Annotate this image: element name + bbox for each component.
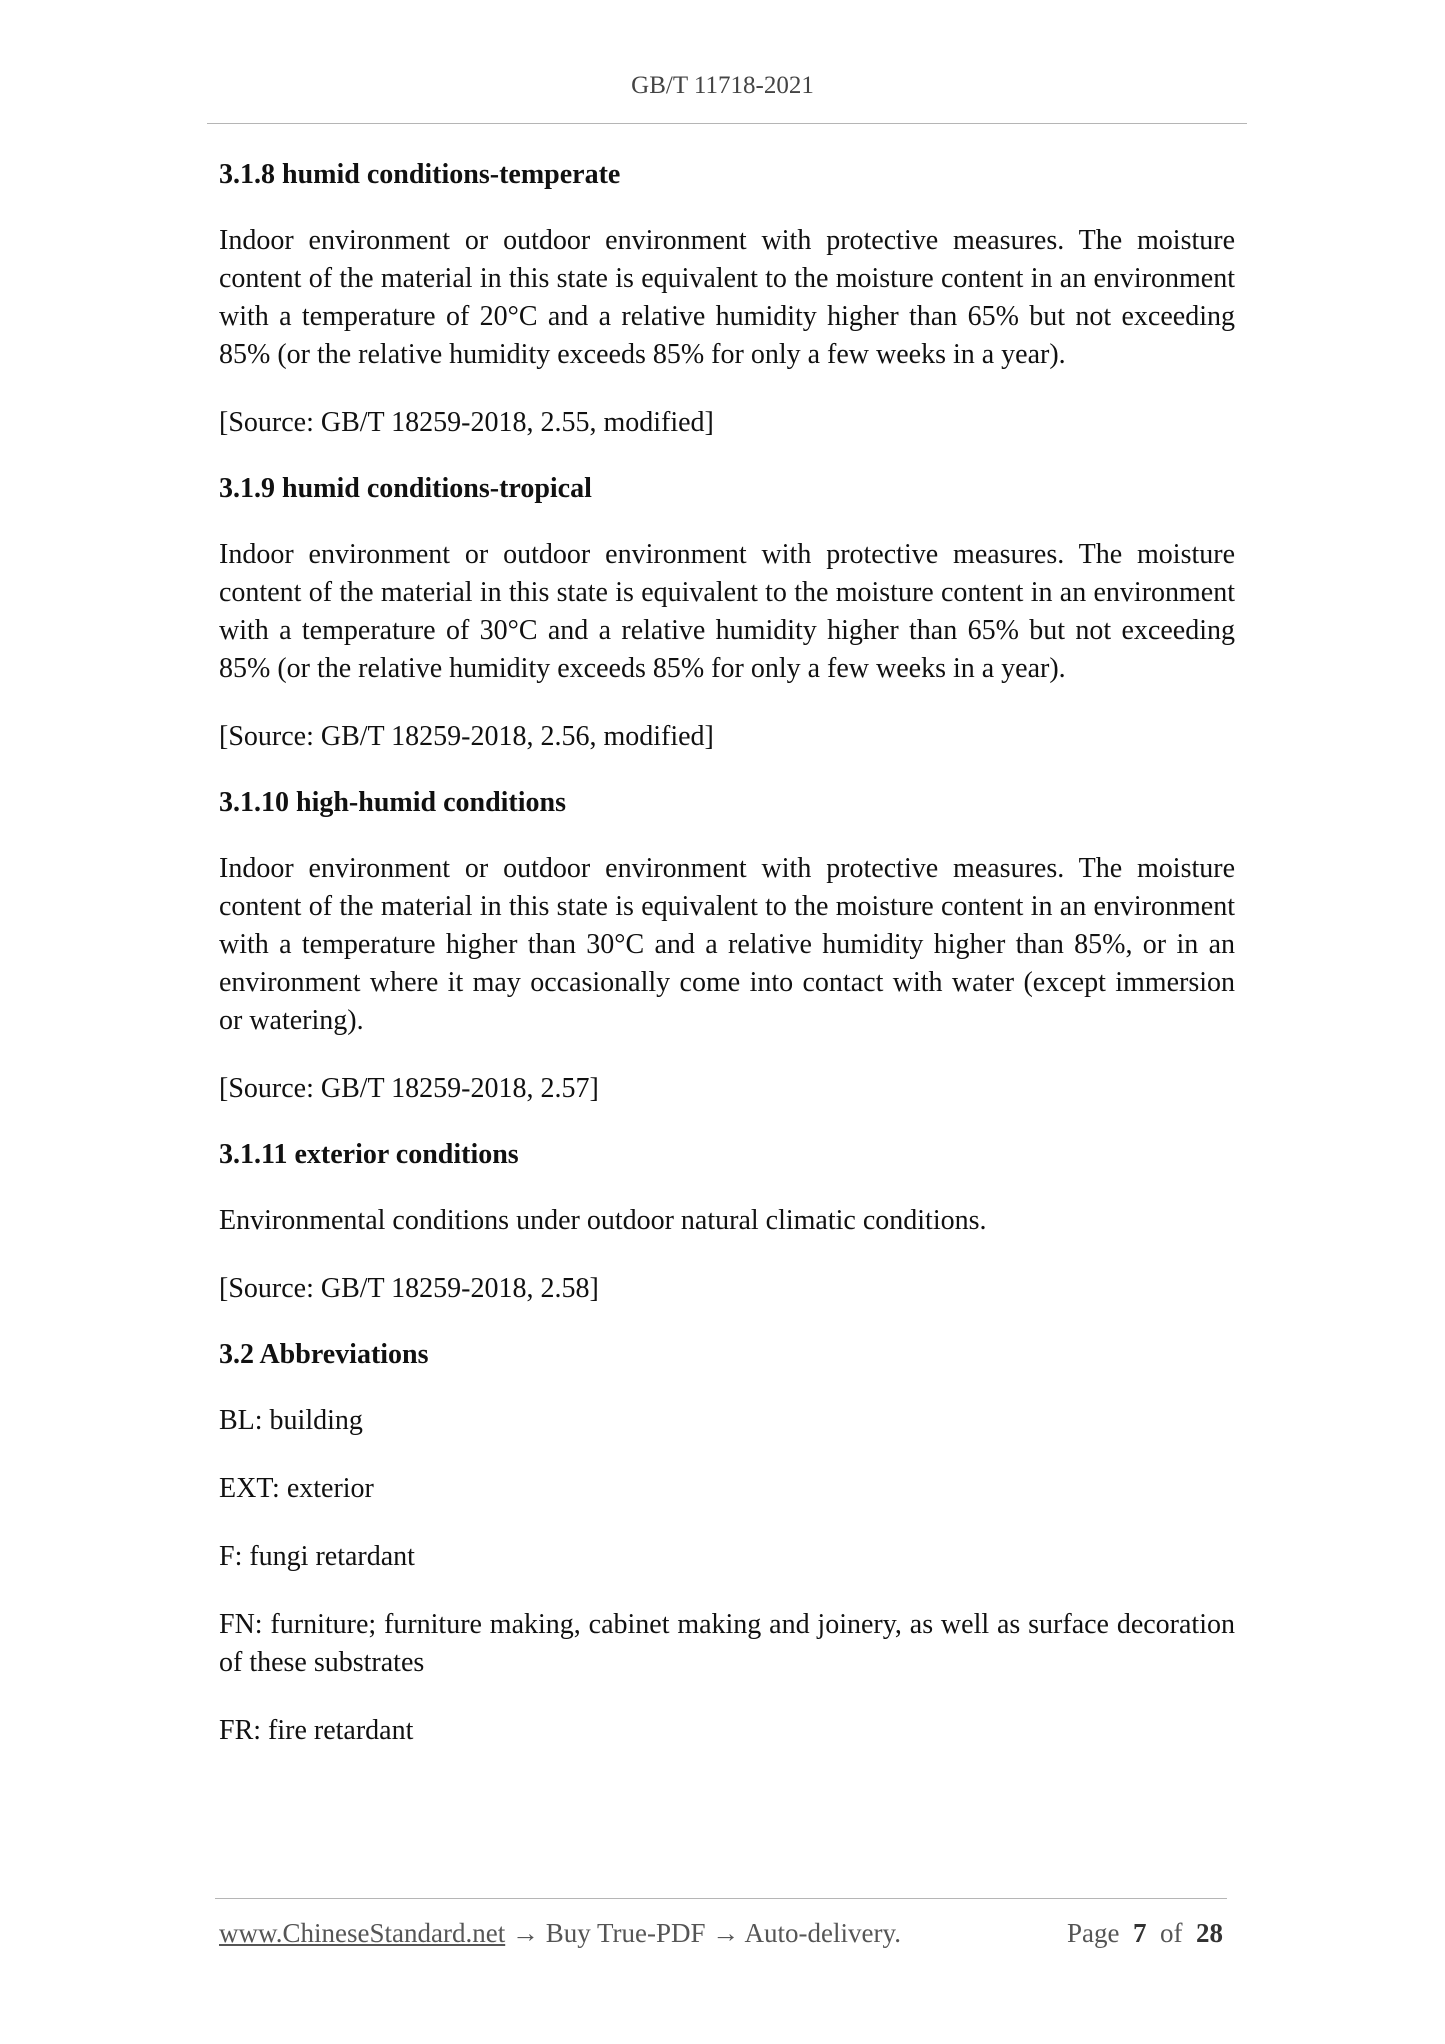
- abbreviation-item: F: fungi retardant: [219, 1541, 415, 1572]
- header-divider: [207, 123, 1247, 124]
- abbreviation-item: FR: fire retardant: [219, 1715, 414, 1746]
- website-link[interactable]: www.ChineseStandard.net: [219, 1918, 506, 1948]
- section-source: [Source: GB/T 18259-2018, 2.57]: [219, 1073, 599, 1104]
- abbreviation-item: FN: furniture; furniture making, cabinet making and joinery, as well as surface decoration of these substrates: [219, 1609, 1235, 1678]
- abbreviation-item: EXT: exterior: [219, 1473, 374, 1504]
- page-current: 7: [1133, 1918, 1147, 1948]
- footer-promo-text: → Buy True-PDF → Auto-delivery.: [505, 1918, 901, 1948]
- abbreviation-item: BL: building: [219, 1405, 363, 1436]
- page-total: 28: [1196, 1918, 1223, 1948]
- section-heading: 3.1.10 high-humid conditions: [219, 787, 566, 818]
- footer-promo: [219, 1918, 901, 1949]
- footer-divider: [215, 1898, 1227, 1899]
- section-body: Indoor environment or outdoor environment with protective measures. The moisture content of the material in this state is equivalent to the moisture content in an environment with a temperature of 30°C and a relative humidity higher than 65% but not exceeding 85% (or the relative humidity exceeds 85% for only a few weeks in a year).: [219, 539, 1235, 684]
- abbreviations-heading: 3.2 Abbreviations: [219, 1339, 429, 1370]
- section-heading: 3.1.9 humid conditions-tropical: [219, 473, 592, 504]
- page-header-title: GB/T 11718-2021: [631, 72, 814, 99]
- page-content: [219, 158, 1235, 1780]
- section-heading: 3.1.11 exterior conditions: [219, 1139, 519, 1170]
- section-source: [Source: GB/T 18259-2018, 2.58]: [219, 1273, 599, 1304]
- section-source: [Source: GB/T 18259-2018, 2.55, modified]: [219, 407, 714, 438]
- section-heading: 3.1.8 humid conditions-temperate: [219, 159, 621, 190]
- section-body: Environmental conditions under outdoor natural climatic conditions.: [219, 1205, 987, 1236]
- section-body: Indoor environment or outdoor environment with protective measures. The moisture content of the material in this state is equivalent to the moisture content in an environment with a temperature higher than 30°C and a relative humidity higher than 85%, or in an environment where it may occasionally come into contact with water (except immersion or watering).: [219, 853, 1235, 1036]
- page-footer: [219, 1918, 1223, 1949]
- page-number: [1067, 1918, 1223, 1949]
- section-body: Indoor environment or outdoor environment with protective measures. The moisture content of the material in this state is equivalent to the moisture content in an environment with a temperature of 20°C and a relative humidity higher than 65% but not exceeding 85% (or the relative humidity exceeds 85% for only a few weeks in a year).: [219, 225, 1235, 370]
- of-label: of: [1160, 1918, 1183, 1948]
- page-label: Page: [1067, 1918, 1120, 1948]
- section-source: [Source: GB/T 18259-2018, 2.56, modified]: [219, 721, 714, 752]
